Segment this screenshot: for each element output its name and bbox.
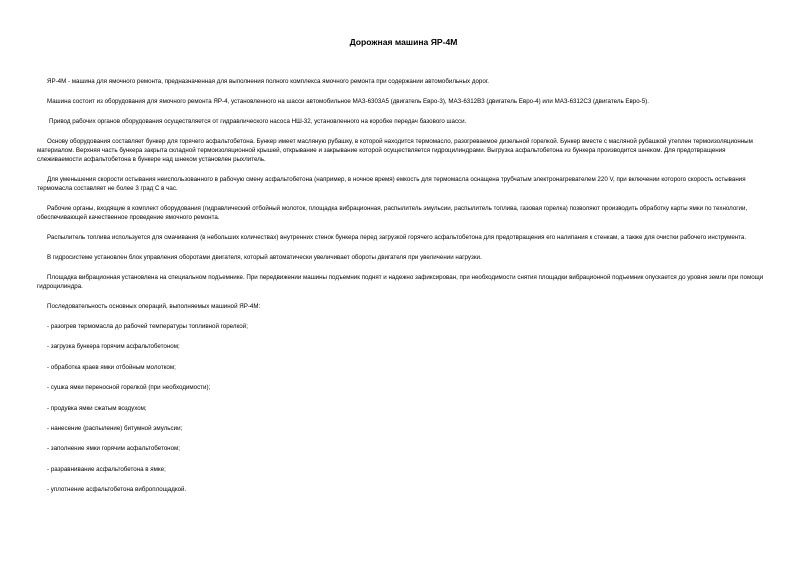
paragraph-working-tools: Рабочие органы, входящие в комплект оборудования (гидравлический отбойный молоток, площадка вибрационная, распылитель эмульсии, распылитель топлива, газовая горелка) позволяют производить обработку карты ямки по технологии, обеспечивающей качественное проведение ямочного ремонта. xyxy=(37,205,748,221)
paragraph-hydraulics: В гидросистеме установлен блок управления оборотами двигателя, который автоматически увеличивает обороты двигателя при увеличении нагрузки. xyxy=(47,254,482,261)
list-item: - продувка ямки сжатым воздухом; xyxy=(47,404,147,412)
document-body xyxy=(37,77,767,506)
list-item: - разогрев термомасла до рабочей температуры топливной горелкой; xyxy=(47,323,248,330)
list-item: - заполнение ямки горячим асфальтобетоном; xyxy=(47,445,181,453)
paragraph-intro: ЯР-4М - машина для ямочного ремонта, предназначенная для выполнения полного комплекса ямочного ремонта при содержании автомобильных дорог. xyxy=(47,78,490,85)
paragraph-bunker: Основу оборудования составляет бункер для горячего асфальтобетона. Бункер имеет масляную рубашку, в которой находится термомасло, разогреваемое дизельной горелкой. Бункер вместе с масляной рубашкой утеплен термоизоляционным материалом. Верхняя часть бункера закрыта складной термоизоляционной крышей, открывание и закрывание которой осуществляется гидроцилиндрами. Выгрузка асфальтобетона из бункера производится шнеком. Для предотвращения слеживаемости асфальтобетона в бункере над шнеком установлен рыхлитель. xyxy=(37,138,753,163)
list-item: - обработка краев ямки отбойным молотком; xyxy=(47,363,176,371)
list-item: - нанесение (распыление) битумной эмульсии; xyxy=(47,424,183,432)
paragraph-drive: Привод рабочих органов оборудования осуществляется от гидравлического насоса НШ-32, установленного на коробке передач базового шасси. xyxy=(49,118,467,125)
paragraph-chassis: Машина состоит из оборудования для ямочного ремонта ЯР-4, установленного на шасси автомобильное МАЗ-6303А5 (двигатель Евро-3), МАЗ-6312В3 (двигатель Евро-4) или МАЗ-6312С3 (двигатель Евро-5). xyxy=(47,98,649,105)
list-item: - загрузка бункера горячим асфальтобетоном; xyxy=(47,343,180,351)
paragraph-heater: Для уменьшения скорости остывания неиспользованного в рабочую смену асфальтобетона (например, в ночное время) емкость для термомасла оснащена трубчатым электронагревателем 220 V, при включении которого скорость остывания термомасла составляет не более 3 град С в час. xyxy=(37,176,746,192)
list-item: - сушка ямки переносной горелкой (при необходимости); xyxy=(47,384,211,392)
paragraph-vibro-plate: Площадка вибрационная установлена на специальном подъемнике. При передвижении машины подъемник поднят и надежно зафиксирован, при необходимости снятия площадки вибрационной подъемник опускается до уровня земли при помощи гидроцилиндра. xyxy=(37,274,764,290)
page-title: Дорожная машина ЯР-4М xyxy=(349,37,458,47)
list-item: - разравнивание асфальтобетона в ямке; xyxy=(47,465,166,473)
paragraph-fuel-sprayer: Распылитель топлива используется для смачивания (в небольших количествах) внутренних стенок бункера перед загрузкой горячего асфальтобетона для предотвращения его налипания к стенкам, а также для очистки рабочего инструмента. xyxy=(47,234,747,241)
paragraph-operations-heading: Последовательность основных операций, выполняемых машиной ЯР-4М: xyxy=(47,303,261,310)
list-item: - уплотнение асфальтобетона виброплощадкой. xyxy=(47,486,187,494)
